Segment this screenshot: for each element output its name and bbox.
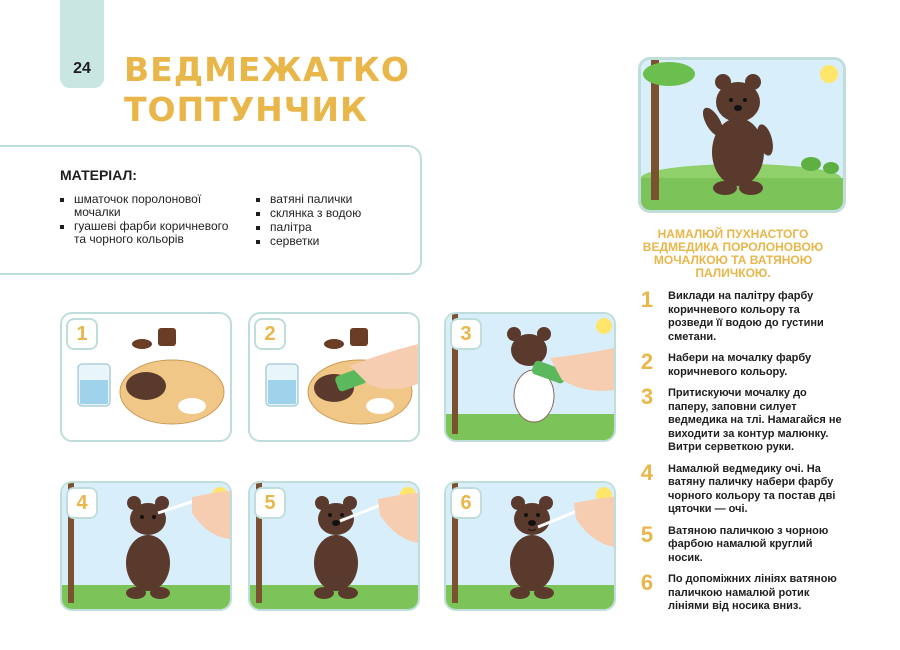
step-item (636, 570, 846, 614)
step-text: Виклади на палітру фарбу коричневого кольору та розведи її водою до густини сметани. (668, 290, 824, 343)
step-item (636, 521, 846, 566)
materials-box (0, 145, 422, 275)
steps-list (636, 287, 846, 614)
step-card-2 (248, 312, 420, 442)
materials-item: палітра (256, 221, 406, 234)
step-number: 5 (640, 521, 654, 547)
step-number: 3 (640, 384, 654, 409)
step-card-5 (248, 481, 420, 611)
card-number: 3 (450, 318, 482, 350)
materials-item: ватяні палички (256, 193, 406, 206)
step-text: Притискуючи мочалку до паперу, заповни силует ведмедика на тлі. Намагайся не виходити за контур малюнку. Витри серветкою руки. (668, 387, 842, 453)
step-item (636, 459, 846, 517)
materials-list-1 (60, 193, 230, 247)
instructions-headline: НАМАЛЮЙ ПУХНАСТОГО ВЕДМЕДИКА ПОРОЛОНОВОЮ МОЧАЛКОЮ ТА ВАТЯНОЮ ПАЛИЧКОЮ. (642, 227, 824, 280)
card-number: 2 (254, 318, 286, 350)
step-card-4 (60, 481, 232, 611)
step-number: 2 (640, 349, 654, 374)
step-text: Намалюй ведмедику очі. На ватяну паличку набери фарбу чорного кольору та постав дві цяточки — очі. (668, 462, 836, 515)
step-item (636, 349, 846, 379)
materials-item: шматочок поролонової мочалки (60, 193, 230, 219)
card-number: 6 (450, 487, 482, 519)
step-card-6 (444, 481, 616, 611)
title-line-1: ВЕДМЕЖАТКО (124, 50, 410, 89)
step-number: 4 (640, 459, 654, 485)
hero-illustration (638, 57, 846, 213)
page-title (124, 50, 410, 130)
step-item (636, 287, 846, 344)
bear-scene-illustration (641, 60, 843, 210)
step-number: 1 (640, 287, 654, 312)
step-number: 6 (640, 570, 654, 595)
materials-heading: МАТЕРІАЛ: (60, 167, 137, 183)
card-number: 4 (66, 487, 98, 519)
step-text: Ватяною паличкою з чорною фарбою намалюй круглий носик. (668, 524, 829, 564)
materials-item: гуашеві фарби коричневого та чорного кольорів (60, 220, 230, 246)
materials-list-2 (256, 193, 406, 249)
step-item (636, 384, 846, 455)
card-number: 1 (66, 318, 98, 350)
step-card-3 (444, 312, 616, 442)
card-number: 5 (254, 487, 286, 519)
step-card-1 (60, 312, 232, 442)
step-text: Набери на мочалку фарбу коричневого кольору. (668, 352, 812, 378)
materials-item: склянка з водою (256, 207, 406, 220)
step-text: По допоміжних лініях ватяною паличкою намалюй ротик лініями від носика вниз. (668, 573, 837, 612)
title-line-2: ТОПТУНЧИК (124, 90, 369, 129)
page-number: 24 (73, 60, 91, 77)
materials-item: серветки (256, 235, 406, 248)
